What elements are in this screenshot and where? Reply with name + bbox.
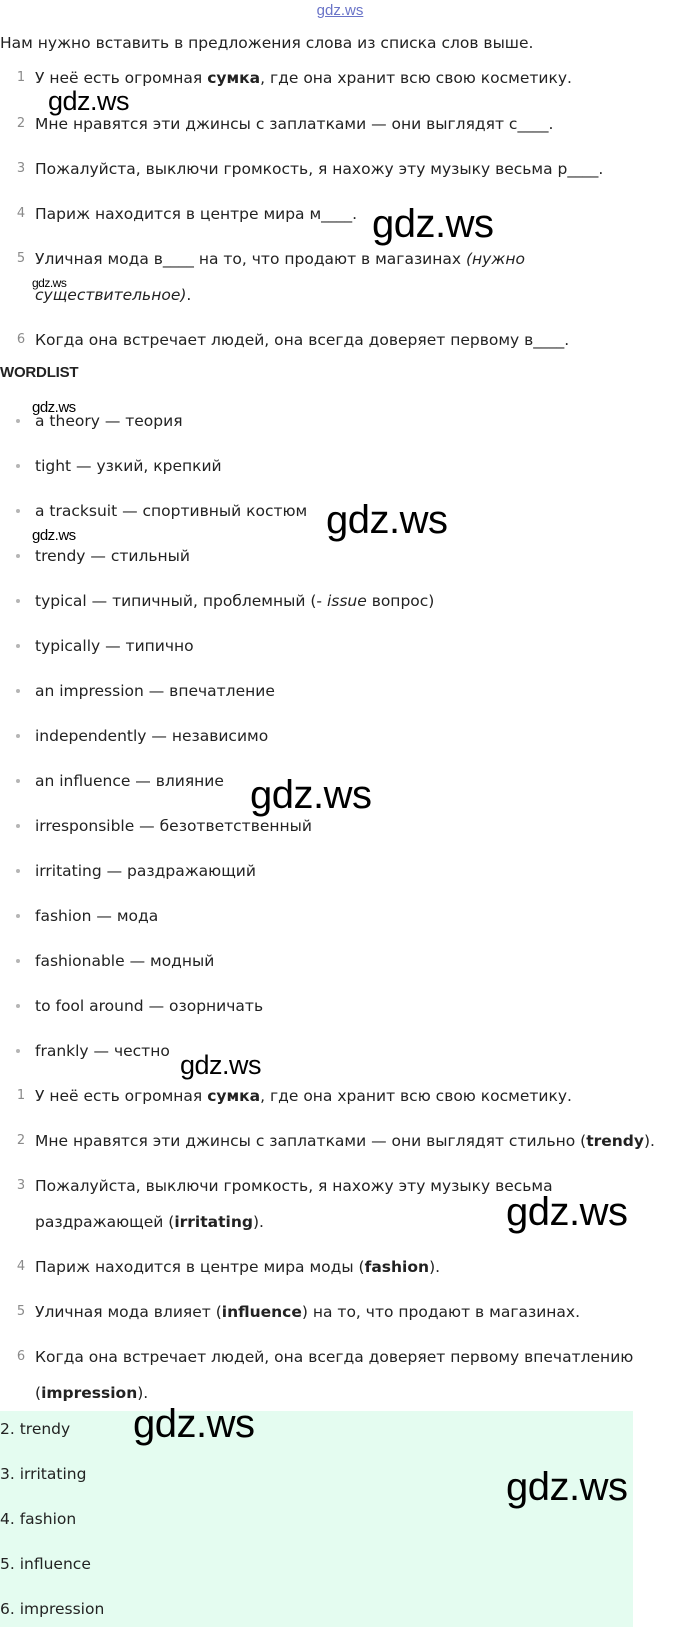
text-run: tight — узкий, крепкий: [35, 457, 222, 475]
text-run: Мне нравятся эти джинсы с заплатками — они выглядят стильно (: [35, 1132, 587, 1150]
text-run: typically — типично: [35, 637, 194, 655]
wordlist-item: [0, 628, 675, 664]
wordlist-item: [0, 853, 675, 889]
watermark: gdz.ws: [32, 399, 76, 416]
wordlist-entry-text: [35, 673, 275, 709]
item-number: 6: [16, 332, 26, 347]
text-run: Когда она встречает людей, она всегда доверяет первому в____.: [35, 331, 570, 349]
wordlist-item: [0, 538, 675, 574]
text-run: an influence — влияние: [35, 772, 224, 790]
text-run: Париж находится в центре мира моды (: [35, 1258, 365, 1276]
item-number: 3: [16, 1178, 26, 1193]
item-text: [35, 1168, 575, 1240]
item-text: [35, 241, 545, 313]
item-text: [35, 60, 675, 96]
watermark: gdz.ws: [180, 1050, 262, 1080]
item-number: 5: [16, 251, 26, 266]
site-logo[interactable]: gdz.ws: [316, 2, 364, 19]
exercise-item-6: [0, 322, 675, 358]
bullet-icon: [16, 734, 20, 738]
wordlist-item: [0, 583, 675, 619]
answer-line: 4. fashion: [0, 1510, 77, 1528]
item-text: [35, 151, 675, 187]
wordlist-entry-text: [35, 943, 214, 979]
wordlist-entry-text: [35, 763, 224, 799]
bullet-icon: [16, 779, 20, 783]
item-number: 1: [16, 70, 26, 85]
italic-note: (нужно существительное): [35, 250, 525, 304]
wordlist-entry-text: [35, 898, 158, 934]
item-number: 2: [16, 116, 26, 131]
bullet-icon: [16, 509, 20, 513]
answer-line: 5. influence: [0, 1555, 91, 1573]
bullet-icon: [16, 689, 20, 693]
item-number: 5: [16, 1304, 26, 1319]
exercise-item-5: [0, 241, 675, 313]
bold-term: сумка: [207, 69, 261, 87]
wordlist-item: [0, 403, 675, 439]
solution-item-5: [0, 1294, 675, 1330]
text-run: ).: [429, 1258, 441, 1276]
bullet-icon: [16, 419, 20, 423]
bullet-icon: [16, 554, 20, 558]
answer-line: 2. trendy: [0, 1420, 71, 1438]
text-run: ).: [644, 1132, 655, 1150]
text-run: Пожалуйста, выключи громкость, я нахожу эту музыку весьма раздражающей (: [35, 1177, 553, 1231]
text-run: Уличная мода влияет (: [35, 1303, 222, 1321]
watermark: gdz.ws: [250, 773, 372, 817]
text-run: frankly — честно: [35, 1042, 170, 1060]
item-text: [35, 322, 675, 358]
wordlist-item: [0, 448, 675, 484]
text-run: ).: [252, 1213, 264, 1231]
item-number: 4: [16, 1259, 26, 1274]
text-run: ) на то, что продают в магазинах.: [301, 1303, 581, 1321]
wordlist-entry-text: [35, 583, 434, 619]
wordlist-item: [0, 988, 675, 1024]
item-text: [35, 106, 675, 142]
bullet-icon: [16, 464, 20, 468]
item-number: 1: [16, 1088, 26, 1103]
text-run: .: [186, 286, 192, 304]
wordlist-item: [0, 943, 675, 979]
solution-item-6: [0, 1339, 675, 1411]
bold-term: irritating: [174, 1213, 253, 1231]
text-run: independently — независимо: [35, 727, 269, 745]
watermark: gdz.ws: [506, 1465, 628, 1509]
text-run: , где она хранит всю свою косметику.: [260, 69, 572, 87]
item-text: [35, 1078, 675, 1114]
wordlist-entry-text: [35, 853, 256, 889]
text-run: irritating — раздражающий: [35, 862, 256, 880]
wordlist-heading: WORDLIST: [0, 364, 79, 381]
answer-line: 3. irritating: [0, 1465, 87, 1483]
wordlist-entry-text: [35, 448, 222, 484]
solution-item-2: [0, 1123, 675, 1159]
text-run: Когда она встречает людей, она всегда доверяет первому впечатлению (: [35, 1348, 634, 1402]
text-run: ).: [137, 1384, 149, 1402]
wordlist-entry-text: [35, 628, 194, 664]
text-run: Мне нравятся эти джинсы с заплатками — они выглядят с____.: [35, 115, 554, 133]
bold-term: impression: [41, 1384, 138, 1402]
watermark: gdz.ws: [32, 527, 76, 544]
bullet-icon: [16, 959, 20, 963]
watermark: gdz.ws: [48, 86, 130, 116]
wordlist-item: [0, 1033, 675, 1069]
text-run: a theory — теория: [35, 412, 183, 430]
exercise-item-4: [0, 196, 675, 232]
wordlist-entry-text: [35, 1033, 170, 1069]
bullet-icon: [16, 869, 20, 873]
item-text: [35, 1339, 655, 1411]
solution-item-1: [0, 1078, 675, 1114]
item-number: 4: [16, 206, 26, 221]
item-number: 6: [16, 1349, 26, 1364]
text-run: У неё есть огромная: [35, 1087, 208, 1105]
answer-line: 6. impression: [0, 1600, 105, 1618]
text-run: Париж находится в центре мира м____.: [35, 205, 358, 223]
item-number: 2: [16, 1133, 26, 1148]
text-run: fashionable — модный: [35, 952, 215, 970]
watermark: gdz.ws: [133, 1402, 255, 1446]
bold-term: trendy: [586, 1132, 644, 1150]
bullet-icon: [16, 1004, 20, 1008]
exercise-item-3: [0, 151, 675, 187]
text-run: , где она хранит всю свою косметику.: [260, 1087, 572, 1105]
wordlist-item: [0, 673, 675, 709]
watermark: gdz.ws: [372, 202, 494, 246]
item-text: [35, 1249, 675, 1285]
item-text: [35, 1294, 675, 1330]
bullet-icon: [16, 599, 20, 603]
text-run: Уличная мода в____ на то, что продают в магазинах: [35, 250, 466, 268]
item-text: [35, 1123, 675, 1159]
wordlist-entry-text: [35, 718, 268, 754]
wordlist-item: [0, 898, 675, 934]
text-run: trendy — стильный: [35, 547, 190, 565]
bullet-icon: [16, 644, 20, 648]
wordlist-entry-text: [35, 493, 307, 529]
wordlist-entry-text: [35, 988, 263, 1024]
bold-term: сумка: [207, 1087, 261, 1105]
watermark: gdz.ws: [326, 498, 448, 542]
text-run: У неё есть огромная: [35, 69, 208, 87]
item-text: [35, 196, 675, 232]
text-run: вопрос): [366, 592, 435, 610]
text-run: irresponsible — безответственный: [35, 817, 312, 835]
watermark: gdz.ws: [506, 1190, 628, 1234]
text-run: Пожалуйста, выключи громкость, я нахожу эту музыку весьма р____.: [35, 160, 604, 178]
wordlist-item: [0, 718, 675, 754]
watermark: gdz.ws: [32, 276, 67, 290]
bold-term: fashion: [364, 1258, 430, 1276]
intro-text: Нам нужно вставить в предложения слова из списка слов выше.: [0, 34, 534, 52]
bullet-icon: [16, 914, 20, 918]
bullet-icon: [16, 1049, 20, 1053]
text-run: fashion — мода: [35, 907, 159, 925]
bold-term: influence: [221, 1303, 302, 1321]
italic-note: issue: [326, 592, 367, 610]
text-run: a tracksuit — спортивный костюм: [35, 502, 308, 520]
text-run: to fool around — озорничать: [35, 997, 264, 1015]
text-run: typical — типичный, проблемный (-: [35, 592, 327, 610]
item-number: 3: [16, 161, 26, 176]
solution-item-4: [0, 1249, 675, 1285]
text-run: an impression — впечатление: [35, 682, 275, 700]
bullet-icon: [16, 824, 20, 828]
